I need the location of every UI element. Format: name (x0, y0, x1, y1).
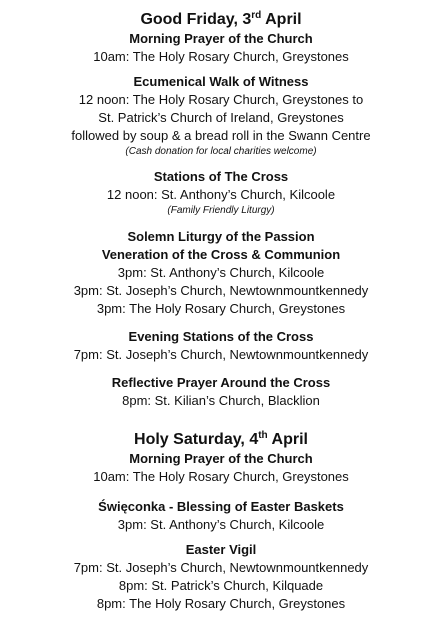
event-time-location: 8pm: The Holy Rosary Church, Greystones (96, 596, 346, 611)
event-time-location: 8pm: St. Kilian’s Church, Blacklion (122, 393, 320, 408)
good-friday-title: Good Friday, 3rd April (140, 10, 302, 28)
event-time-location: 12 noon: St. Anthony’s Church, Kilcoole (106, 187, 336, 202)
holy-saturday-section (0, 430, 442, 613)
event-time-location: 3pm: St. Anthony’s Church, Kilcoole (117, 517, 325, 532)
event-title: Easter Vigil (185, 542, 257, 557)
event-time-location: 3pm: St. Joseph’s Church, Newtownmountkennedy (73, 283, 369, 298)
event-evening-stations (0, 328, 442, 364)
event-subtitle: Veneration of the Cross & Communion (101, 247, 341, 262)
event-time-location: 10am: The Holy Rosary Church, Greystones (93, 469, 349, 484)
event-time-location: 7pm: St. Joseph’s Church, Newtownmountkennedy (73, 560, 369, 575)
event-time-location: 10am: The Holy Rosary Church, Greystones (93, 49, 349, 64)
event-time-location: 3pm: The Holy Rosary Church, Greystones (96, 301, 346, 316)
event-time-location: 8pm: St. Patrick’s Church, Kilquade (118, 578, 324, 593)
event-title: Ecumenical Walk of Witness (133, 74, 309, 89)
event-title: Reflective Prayer Around the Cross (111, 375, 331, 390)
event-title: Solemn Liturgy of the Passion (127, 229, 315, 244)
event-title: Evening Stations of the Cross (128, 329, 314, 344)
event-solemn-liturgy (0, 228, 442, 318)
event-stations-of-the-cross (0, 168, 442, 218)
event-morning-prayer-friday (0, 30, 442, 66)
event-time-location: 12 noon: The Holy Rosary Church, Greystones to (78, 92, 364, 107)
event-title: Morning Prayer of the Church (129, 31, 313, 46)
event-title: Święconka - Blessing of Easter Baskets (98, 499, 344, 514)
event-time-location: 3pm: St. Anthony’s Church, Kilcoole (117, 265, 325, 280)
good-friday-section (0, 10, 442, 410)
event-note: (Cash donation for local charities welcome) (125, 146, 317, 157)
event-time-location: St. Patrick’s Church of Ireland, Greystones (98, 110, 344, 125)
event-swieconka (0, 498, 442, 534)
event-time-location: 7pm: St. Joseph’s Church, Newtownmountkennedy (73, 347, 369, 362)
holy-saturday-title: Holy Saturday, 4th April (134, 430, 308, 448)
event-walk-of-witness (0, 73, 442, 159)
event-note: (Family Friendly Liturgy) (167, 205, 275, 216)
event-title: Morning Prayer of the Church (129, 451, 313, 466)
event-morning-prayer-saturday (0, 450, 442, 486)
event-reflective-prayer (0, 374, 442, 410)
event-title: Stations of The Cross (153, 169, 289, 184)
event-time-location: followed by soup & a bread roll in the Swann Centre (71, 128, 371, 143)
event-easter-vigil (0, 541, 442, 613)
